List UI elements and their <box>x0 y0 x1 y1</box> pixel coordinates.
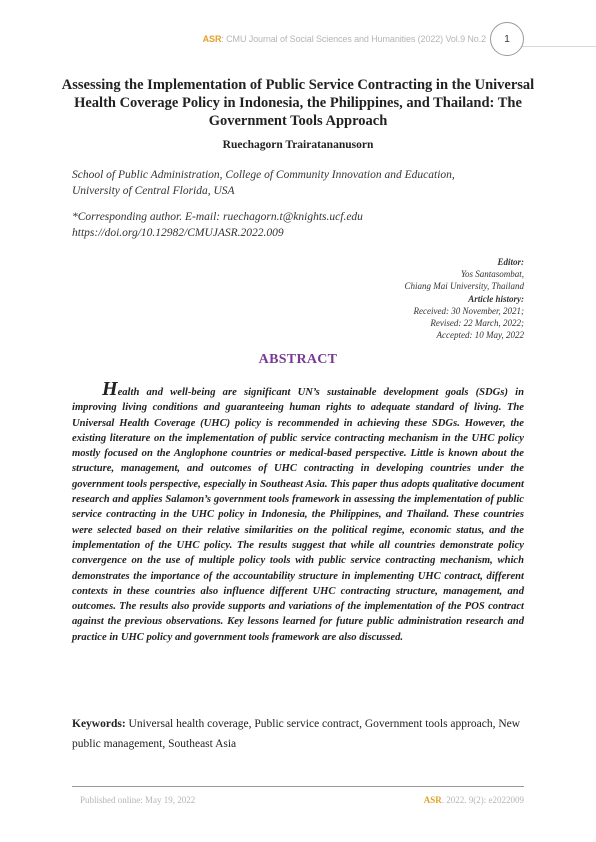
revised-date: Revised: 22 March, 2022; <box>430 318 524 329</box>
doi-link[interactable]: https://doi.org/10.12982/CMUJASR.2022.009 <box>72 226 284 239</box>
accepted-date: Accepted: 10 May, 2022 <box>436 330 524 341</box>
corresponding-email: *Corresponding author. E-mail: ruechagorn.t@knights.ucf.edu <box>72 211 363 223</box>
paper-title: Assessing the Implementation of Public Service Contracting in the Universal Health Coverage Policy in Indonesia, the Philippines, and Thailand: The Government Tools Approach <box>61 77 535 129</box>
editor-name: Yos Santasombat, <box>460 269 524 280</box>
citation-abbrev: ASR <box>423 795 442 805</box>
citation-text: . 2022. 9(2): e2022009 <box>441 795 524 805</box>
affiliation-line-2: University of Central Florida, USA <box>72 184 235 197</box>
journal-abbrev: ASR <box>202 34 222 44</box>
journal-name: : CMU Journal of Social Sciences and Humanities (2022) Vol.9 No.2 <box>221 34 486 44</box>
abstract-text <box>72 378 524 645</box>
journal-header <box>203 34 486 44</box>
affiliation-line-1: School of Public Administration, College of Community Innovation and Education, <box>72 169 455 181</box>
abstract-dropcap: H <box>102 378 118 400</box>
article-info <box>224 256 524 341</box>
correspondence <box>72 210 492 241</box>
keywords <box>72 714 524 754</box>
abstract-body: ealth and well-being are significant UN’s sustainable development goals (SDGs) in improving living conditions and guaranteeing human rights to adequate standard of living. The Universal Health Coverage (UHC) policy is recommended in achieving these SDGs. However, the existing literature on the implementation of public service contracting mechanism in the UHC policy mostly focused on the Anglophone countries or medical-based perspective. Little is known about the structure, management, and outcomes of UHC contracting in developing countries under the government tools perspective, especially in Southeast Asia. This paper thus adopts qualitative document research and applies Salamon’s government tools framework in assessing the implementation of public service contracting in the UHC policy in Indonesia, the Philippines, and Thailand. These countries were selected based on their relative similarities on the political regime, economic status, and the implementation of the UHC policy. The results suggest that while all countries demonstrate policy convergence on the use of multiple policy tools with public service contracting mechanism, which demonstrates the importance of the accountability structure in implementing UHC contract, different contexts in these countries also influence different UHC contracting structure, management, and outcomes. The results also provide supports and variations of the implementation of the POS contract against the previous observations. Key lessons learned for future public administration research and practice in UHC policy and government tools framework are also discussed. <box>72 387 524 643</box>
keywords-label: Keywords: <box>72 718 126 730</box>
editor-affiliation: Chiang Mai University, Thailand <box>404 281 524 292</box>
affiliation <box>72 168 492 199</box>
published-date: Published online: May 19, 2022 <box>80 795 196 805</box>
citation <box>424 795 524 805</box>
abstract-heading: ABSTRACT <box>258 352 338 367</box>
keywords-list: Universal health coverage, Public service contract, Government tools approach, New public management, Southeast Asia <box>72 718 521 750</box>
page-header <box>0 0 596 60</box>
page-number: 1 <box>490 22 524 56</box>
received-date: Received: 30 November, 2021; <box>413 305 524 316</box>
history-label: Article history: <box>468 293 524 304</box>
footer-rule <box>72 786 524 787</box>
editor-label: Editor: <box>497 257 524 267</box>
author-name: Ruechagorn Trairatananusorn <box>222 139 374 151</box>
